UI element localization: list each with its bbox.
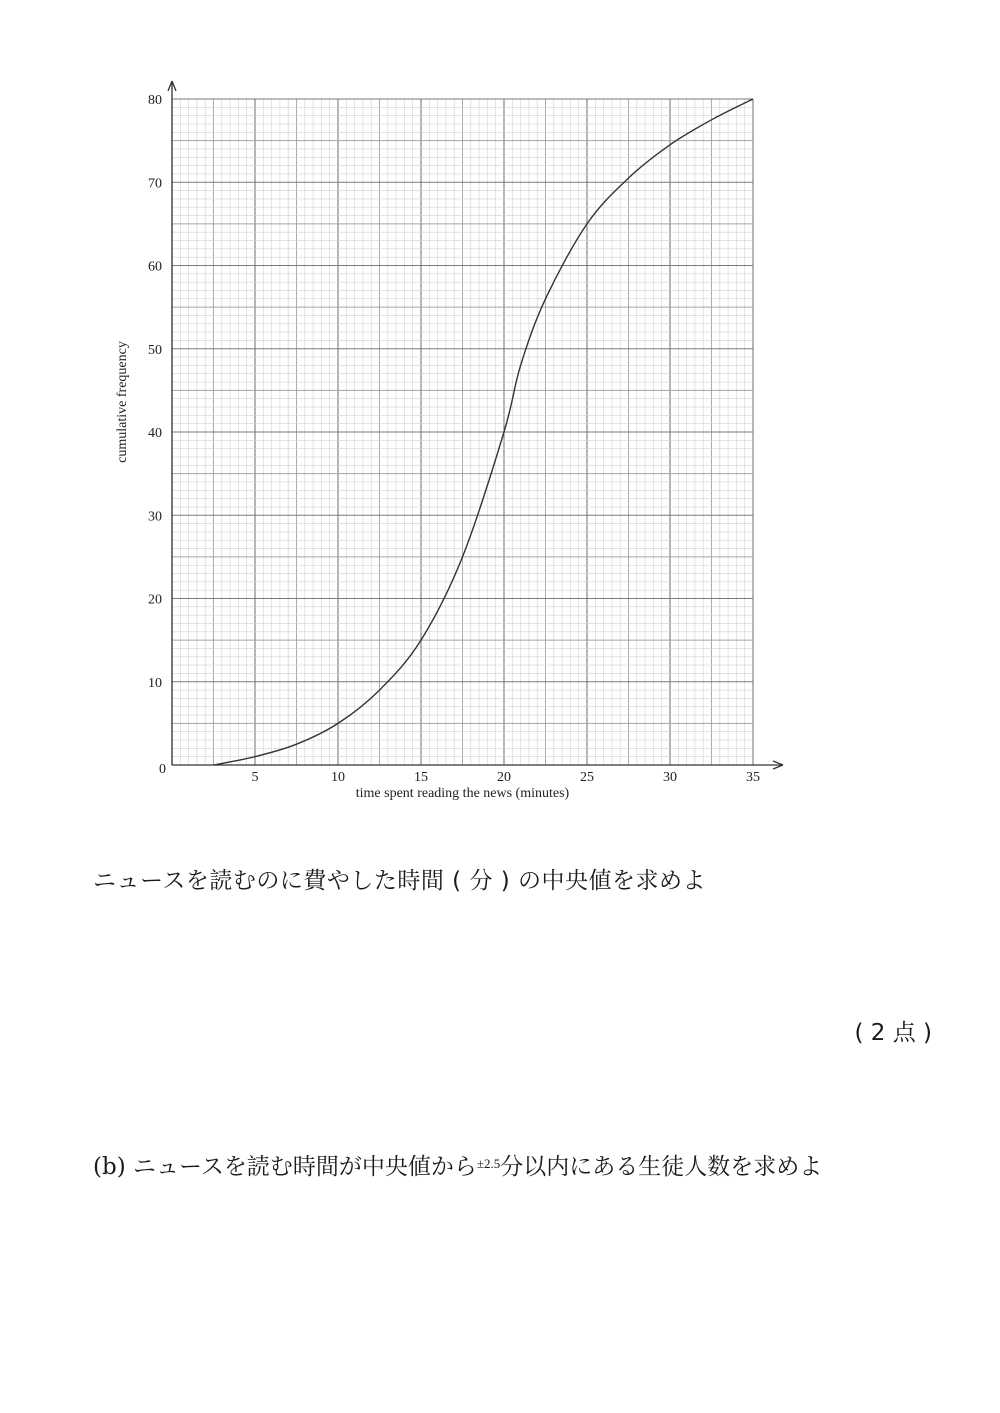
y-tick-label: 80: [148, 93, 162, 108]
part-b-label: (b): [93, 1154, 126, 1180]
y-tick-label: 10: [148, 675, 162, 691]
y-tick-label: 0: [159, 762, 166, 777]
part-b-text-before: ニュースを読む時間が中央値から: [132, 1154, 477, 1180]
x-tick-label: 30: [663, 770, 677, 785]
question-a-text: ニュースを読むのに費やした時間 ( 分 ) の中央値を求めよ: [93, 868, 707, 894]
x-axis-label: time spent reading the news (minutes): [355, 786, 570, 801]
x-tick-label: 25: [580, 770, 594, 785]
y-tick-label: 70: [148, 176, 162, 192]
points-label: ( 2 点 ): [854, 1020, 932, 1046]
question-b: [93, 1134, 943, 1197]
question-a: [93, 862, 706, 895]
chart-axes: [168, 81, 783, 769]
y-tick-label: 30: [148, 509, 162, 525]
y-axis-label: cumulative frequency: [115, 341, 130, 463]
y-tick-label: 20: [148, 592, 162, 608]
cumulative-frequency-chart: [100, 70, 810, 820]
part-b-text-after: 分以内にある生徒人数を求めよ: [500, 1154, 823, 1180]
x-tick-label: 10: [331, 770, 345, 785]
chart-grid: [172, 99, 753, 765]
y-tick-label: 40: [148, 426, 162, 441]
x-tick-label: 15: [414, 770, 428, 785]
x-tick-label: 35: [746, 770, 760, 785]
x-tick-label: 5: [251, 770, 259, 785]
y-tick-label: 60: [148, 259, 162, 275]
chart-svg: [100, 70, 810, 820]
y-tick-label: 50: [148, 342, 162, 358]
part-b-range: ±2.5: [476, 1156, 501, 1171]
x-tick-label: 20: [497, 770, 511, 785]
